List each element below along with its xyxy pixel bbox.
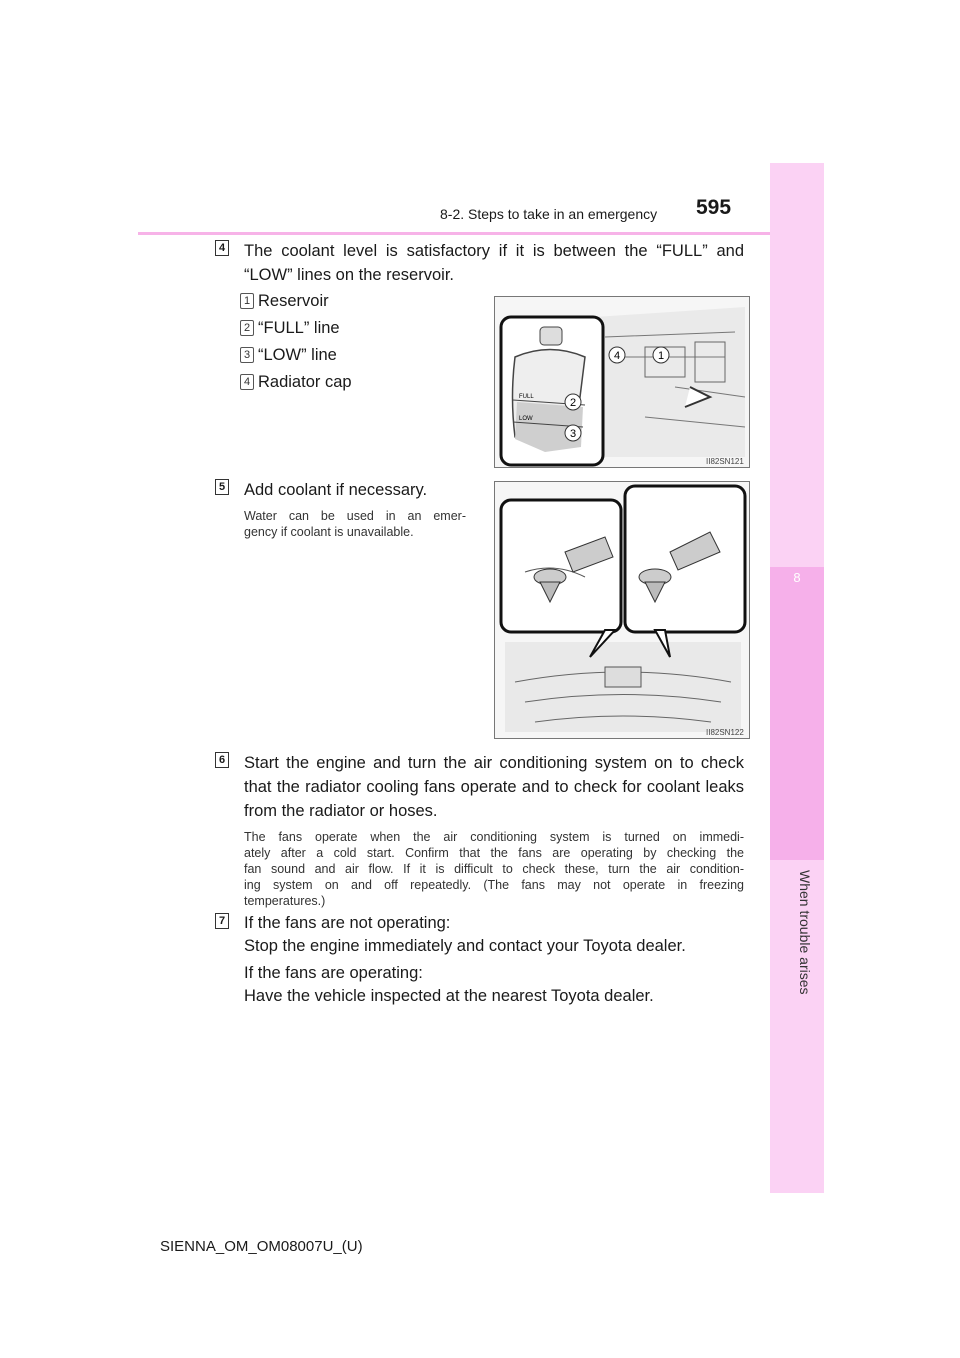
svg-text:1: 1 — [658, 350, 665, 362]
add-coolant-drawing — [495, 482, 750, 739]
add-coolant-illustration — [494, 481, 750, 739]
step-6-note-line: temperatures.) — [244, 894, 326, 908]
legend-number: 3 — [240, 347, 254, 363]
step-number-box: 7 — [215, 913, 229, 929]
page-number: 595 — [696, 196, 732, 219]
step-6-note-line: The fans operate when the air conditioning system is turned on immedi- — [244, 830, 744, 844]
step-4-text-line2: “LOW” lines on the reservoir. — [244, 266, 454, 284]
reservoir-drawing — [495, 297, 750, 468]
legend-label-radiator-cap: Radiator cap — [258, 373, 352, 391]
chapter-title: When trouble arises — [797, 870, 813, 995]
legend-number: 2 — [240, 320, 254, 336]
section-title: 8-2. Steps to take in an emergency — [440, 206, 658, 222]
reservoir-illustration — [494, 296, 750, 468]
low-mark-text: LOW — [519, 416, 533, 422]
legend-number: 4 — [240, 374, 254, 390]
document-code: SIENNA_OM_OM08007U_(U) — [160, 1238, 363, 1255]
step-6-line3: from the radiator or hoses. — [244, 802, 438, 820]
svg-text:4: 4 — [614, 350, 621, 362]
step-6-line2: that the radiator cooling fans operate and to check for coolant leaks — [244, 778, 744, 796]
step-5-note-line1: Water can be used in an emer- — [244, 509, 466, 523]
legend-label-low-line: “LOW” line — [258, 346, 337, 364]
step-7-line4: Have the vehicle inspected at the nearest Toyota dealer. — [244, 987, 654, 1005]
step-6-line1: Start the engine and turn the air conditioning system on to check — [244, 754, 744, 772]
figure-id: II82SN122 — [706, 728, 744, 737]
step-7-line1: If the fans are not operating: — [244, 914, 451, 932]
step-5-note-line2: gency if coolant is unavailable. — [244, 525, 414, 539]
chapter-tab-active — [770, 567, 824, 860]
chapter-number: 8 — [793, 570, 801, 585]
full-mark-text: FULL — [519, 394, 534, 400]
svg-text:3: 3 — [570, 428, 577, 440]
header-divider — [138, 232, 822, 235]
svg-text:2: 2 — [570, 397, 577, 409]
legend-label-full-line: “FULL” line — [258, 319, 340, 337]
step-4-text-line1: The coolant level is satisfactory if it is between the “FULL” and — [244, 242, 744, 260]
step-5-text: Add coolant if necessary. — [244, 481, 428, 499]
step-7-line3: If the fans are operating: — [244, 964, 423, 982]
step-number-box: 6 — [215, 752, 229, 768]
step-6-note-line: ing system on and off repeatedly. (The fans may not operate in freezing — [244, 878, 744, 892]
legend-label-reservoir: Reservoir — [258, 292, 329, 310]
step-6-note-line: ately after a cold start. Confirm that the fans are operating by checking the — [244, 846, 744, 860]
step-7-line2: Stop the engine immediately and contact your Toyota dealer. — [244, 937, 686, 955]
step-number-box: 5 — [215, 479, 229, 495]
legend-number: 1 — [240, 293, 254, 309]
figure-id: II82SN121 — [706, 457, 744, 466]
step-number-box: 4 — [215, 240, 229, 256]
step-6-note-line: fan sound and air flow. If it is difficult to check these, turn the air condition- — [244, 862, 744, 876]
